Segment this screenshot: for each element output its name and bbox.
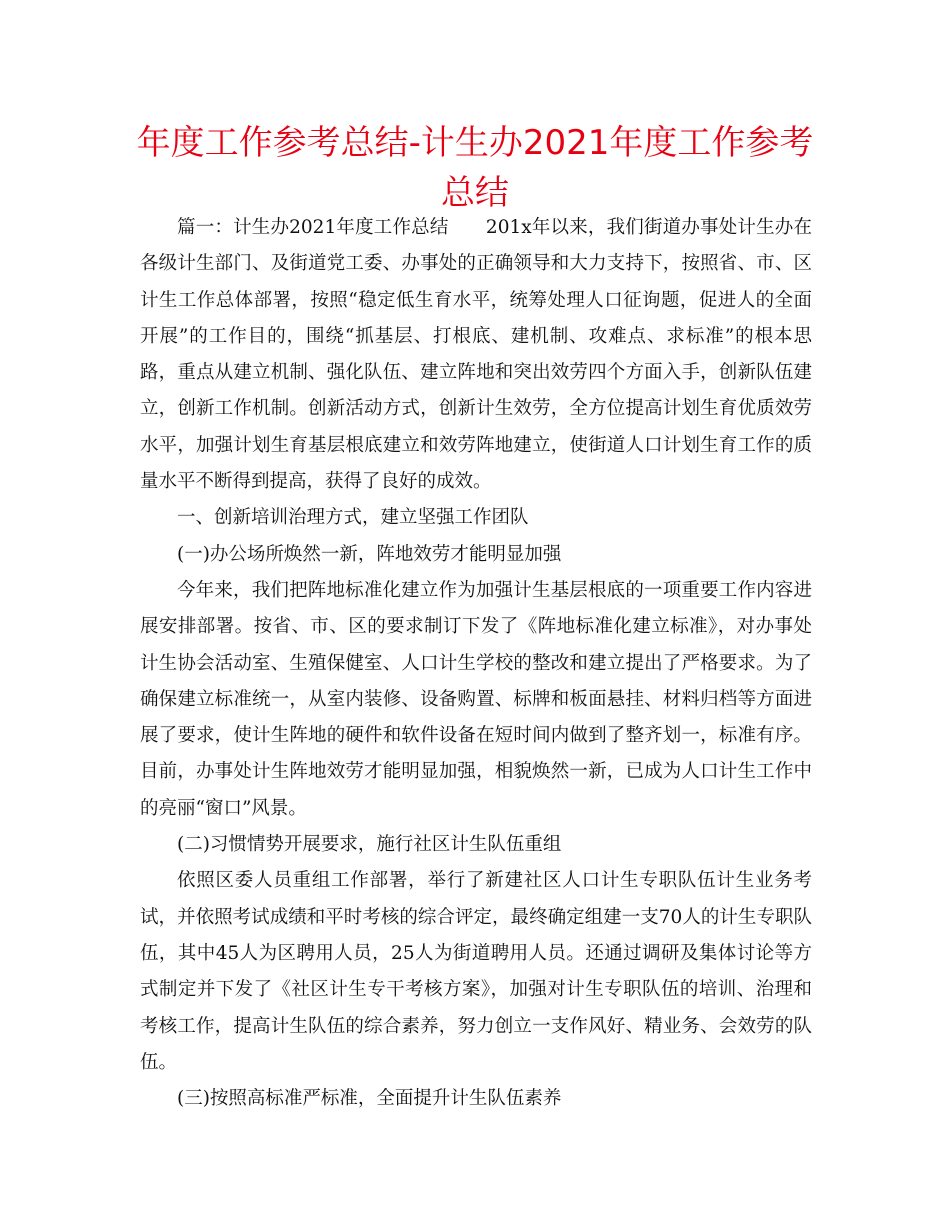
paragraph-intro: 篇一：计生办2021年度工作总结 201x年以来，我们街道办事处计生办在各级计生部门、及街道党工委、办事处的正确领导和大力支持下，按照省、市、区计生工作总体部署，按照“稳定低生育水平，统筹处理人口征询题，促进人的全面开展”的工作目的，围绕“抓基层、打根底、建机制、攻难点、求标准”的根本思路，重点从建立机制、强化队伍、建立阵地和突出效劳四个方面入手，创新队伍建立，创新工作机制。创新活动方式，创新计生效劳，全方位提高计划生育优质效劳水平，加强计划生育基层根底建立和效劳阵地建立，使街道人口计划生育工作的质量水平不断得到提高，获得了良好的成效。 (140, 217, 812, 493)
subsection-heading-3: (三)按照高标准严标准，全面提升计生队伍素养 (177, 1088, 562, 1110)
subsection-heading-2: (二)习惯情势开展要求，施行社区计生队伍重组 (177, 834, 562, 856)
document-body (140, 210, 812, 1117)
paragraph-workplace: 今年来，我们把阵地标准化建立作为加强计生基层根底的一项重要工作内容进展安排部署。按省、市、区的要求制订下发了《阵地标准化建立标准》，对办事处计生协会活动室、生殖保健室、人口计生学校的整改和建立提出了严格要求。为了确保建立标准统一，从室内装修、设备购置、标牌和板面悬挂、材料归档等方面进展了要求，使计生阵地的硬件和软件设备在短时间内做到了整齐划一，标准有序。目前，办事处计生阵地效劳才能明显加强，相貌焕然一新，已成为人口计生工作中的亮丽“窗口”风景。 (140, 579, 812, 819)
subsection-heading-1: (一)办公场所焕然一新，阵地效劳才能明显加强 (177, 543, 562, 565)
document-title: 年度工作参考总结-计生办2021年度工作参考总结 (136, 123, 814, 213)
section-heading-1: 一、创新培训治理方式，建立坚强工作团队 (177, 507, 529, 529)
paragraph-team-reorg: 依照区委人员重组工作部署，举行了新建社区人口计生专职队伍计生业务考试，并依照考试成绩和平时考核的综合评定，最终确定组建一支70人的计生专职队伍，其中45人为区聘用人员，25人为街道聘用人员。还通过调研及集体讨论等方式制定并下发了《社区计生专干考核方案》，加强对计生专职队伍的培训、治理和考核工作，提高计生队伍的综合素养，努力创立一支作风好、精业务、会效劳的队伍。 (140, 870, 812, 1073)
